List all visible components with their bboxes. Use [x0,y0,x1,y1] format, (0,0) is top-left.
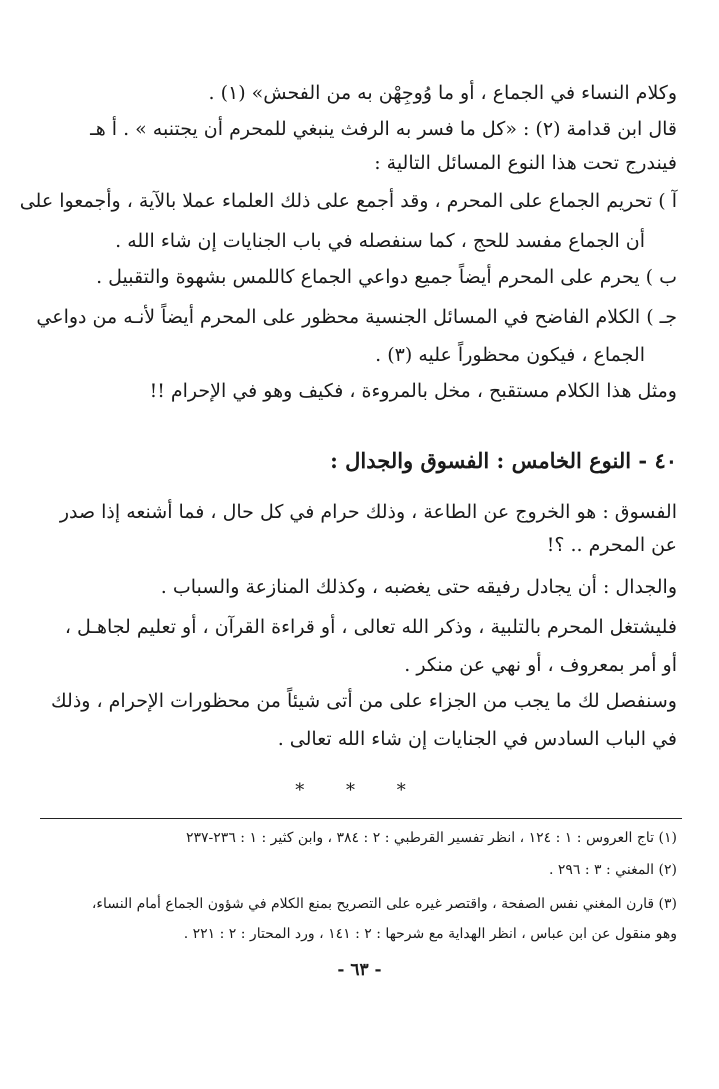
text-line-9: ومثل هذا الكلام مستقبح ، مخل بالمروءة ، فكيف وهو في الإحرام !! [149,380,677,402]
text-line-6: ب ) يحرم على المحرم أيضاً جميع دواعي الجماع كاللمس بشهوة والتقبيل . [96,266,677,288]
text-line-12: والجدال : أن يجادل رفيقه حتى يغضبه ، وكذلك المنازعة والسباب . [160,576,677,598]
text-line-11: عن المحرم .. ؟! [546,534,677,556]
text-line-10: الفسوق : هو الخروج عن الطاعة ، وذلك حرام في كل حال ، فما أشنعه إذا صدر [59,501,677,523]
footnote-1: (١) تاج العروس : ١ : ١٢٤ ، انظر تفسير القرطبي : ٢ : ٣٨٤ ، وابن كثير : ١ : ٢٣٦-٢٣٧ [185,830,677,846]
text-line-5: أن الجماع مفسد للحج ، كما سنفصله في باب الجنايات إن شاء الله . [115,230,645,252]
text-line-8: الجماع ، فيكون محظوراً عليه (٣) . [375,344,645,366]
text-line-15: وسنفصل لك ما يجب من الجزاء على من أتى شيئاً من محظورات الإحرام ، وذلك [51,690,677,712]
text-line-3: فيندرج تحت هذا النوع المسائل التالية : [374,152,677,174]
text-line-16: في الباب السادس في الجنايات إن شاء الله تعالى . [277,728,677,750]
section-separator-stars: * * * [295,780,424,801]
text-line-1: وكلام النساء في الجماع ، أو ما وُوجِهْن به من الفحش» (١) . [208,82,677,104]
footnote-2: (٢) المغني : ٣ : ٢٩٦ . [548,862,677,878]
text-line-4: آ ) تحريم الجماع على المحرم ، وقد أجمع على ذلك العلماء عملا بالآية ، وأجمعوا على [19,190,677,212]
section-heading: ٤٠ - النوع الخامس : الفسوق والجدال : [330,448,677,473]
footnote-divider [40,818,682,819]
footnote-3-continued: وهو منقول عن ابن عباس ، انظر الهداية مع شرحها : ٢ : ١٤١ ، ورد المحتار : ٢ : ٢٢١ . [183,926,677,942]
text-line-2: قال ابن قدامة (٢) : «كل ما فسر به الرفث ينبغي للمحرم أن يجتنبه » . أ هـ [90,118,677,140]
text-line-14: أو أمر بمعروف ، أو نهي عن منكر . [404,654,677,676]
page-number: - ٦٣ - [337,960,382,980]
text-line-7: جـ ) الكلام الفاضح في المسائل الجنسية محظور على المحرم أيضاً لأنـه من دواعي [36,306,677,328]
text-line-13: فليشتغل المحرم بالتلبية ، وذكر الله تعالى ، أو قراءة القرآن ، أو تعليم لجاهـل ، [64,616,677,638]
footnote-3: (٣) قارن المغني نفس الصفحة ، واقتصر غيره على التصريح بمنع الكلام في شؤون الجماع أمام النساء، [91,896,677,912]
